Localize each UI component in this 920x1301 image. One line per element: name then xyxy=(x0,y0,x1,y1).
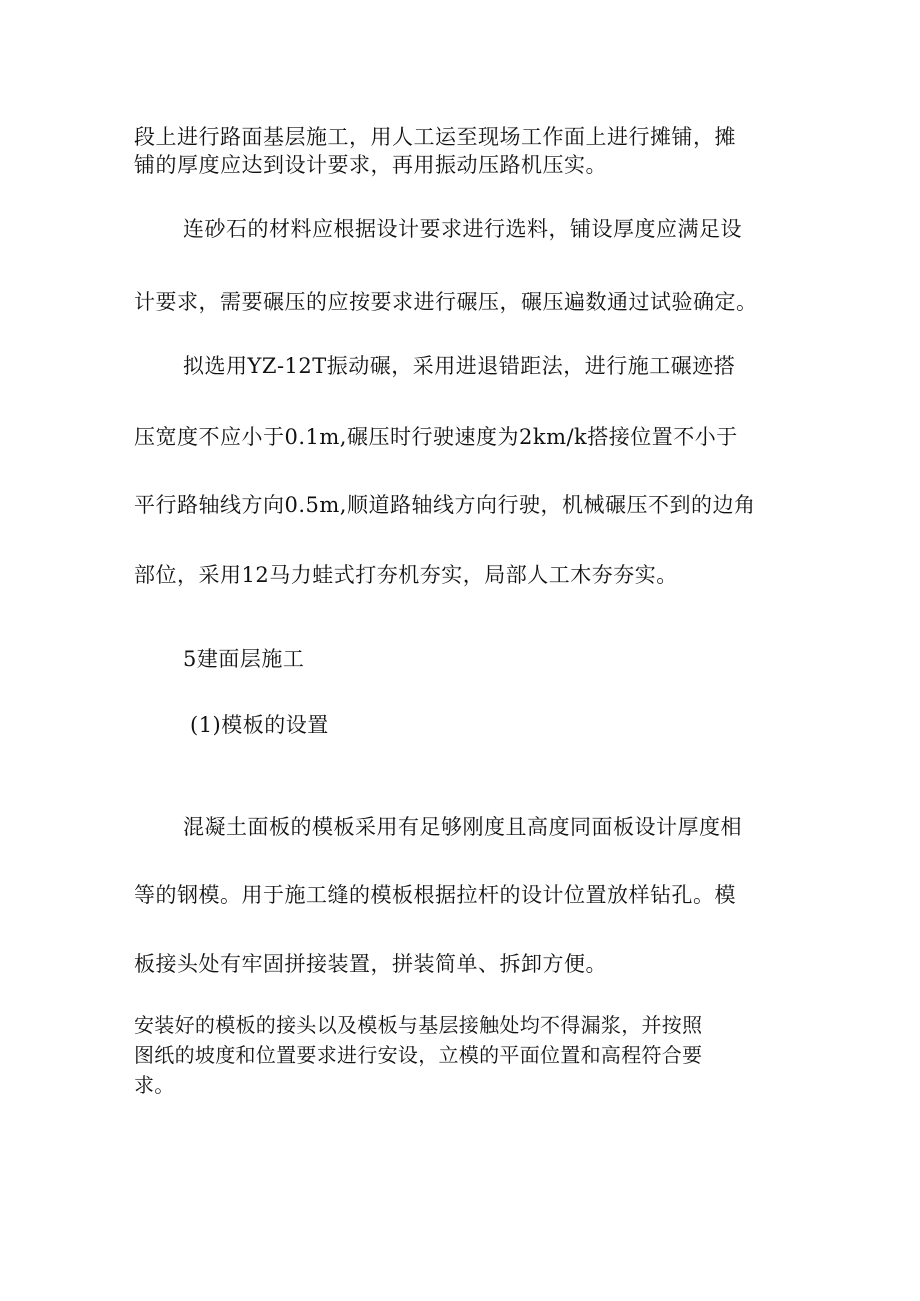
paragraph-3-line-1: 拟选用YZ-12T振动碾，采用进退错距法，进行施工碾迹搭 xyxy=(183,354,736,378)
paragraph-2-line-1: 连砂石的材料应根据设计要求进行选料，铺设厚度应满足设 xyxy=(183,217,742,241)
section-title: 5建面层施工 xyxy=(183,647,305,671)
paragraph-4-line-3: 板接头处有牢固拼接装置，拼装简单、拆卸方便。 xyxy=(134,952,607,976)
section-subtitle: (1)模板的设置 xyxy=(190,713,329,737)
paragraph-5-line-3: 求。 xyxy=(134,1073,175,1097)
paragraph-1-line-1: 段上进行路面基层施工，用人工运至现场工作面上进行摊铺，摊 xyxy=(134,125,736,149)
paragraph-2-line-2: 计要求，需要碾压的应按要求进行碾压，碾压遍数通过试验确定。 xyxy=(134,290,758,314)
paragraph-5-line-1: 安装好的模板的接头以及模板与基层接触处均不得漏浆，并按照 xyxy=(134,1013,703,1037)
paragraph-5-line-2: 图纸的坡度和位置要求进行安设，立模的平面位置和高程符合要 xyxy=(134,1043,703,1067)
paragraph-3-line-4: 部位，采用12马力蛙式打夯机夯实，局部人工木夯夯实。 xyxy=(134,563,678,587)
paragraph-1-line-2: 铺的厚度应达到设计要求，再用振动压路机压实。 xyxy=(134,153,607,177)
paragraph-4-line-2: 等的钢模。用于施工缝的模板根据拉杆的设计位置放样钻孔。模 xyxy=(134,883,736,907)
paragraph-3-line-2: 压宽度不应小于0.1m,碾压时行驶速度为2km/k搭接位置不小于 xyxy=(134,425,738,449)
paragraph-4-line-1: 混凝土面板的模板采用有足够刚度且高度同面板设计厚度相 xyxy=(183,815,742,839)
paragraph-3-line-3: 平行路轴线方向0.5m,顺道路轴线方向行驶，机械碾压不到的边角 xyxy=(134,493,756,517)
